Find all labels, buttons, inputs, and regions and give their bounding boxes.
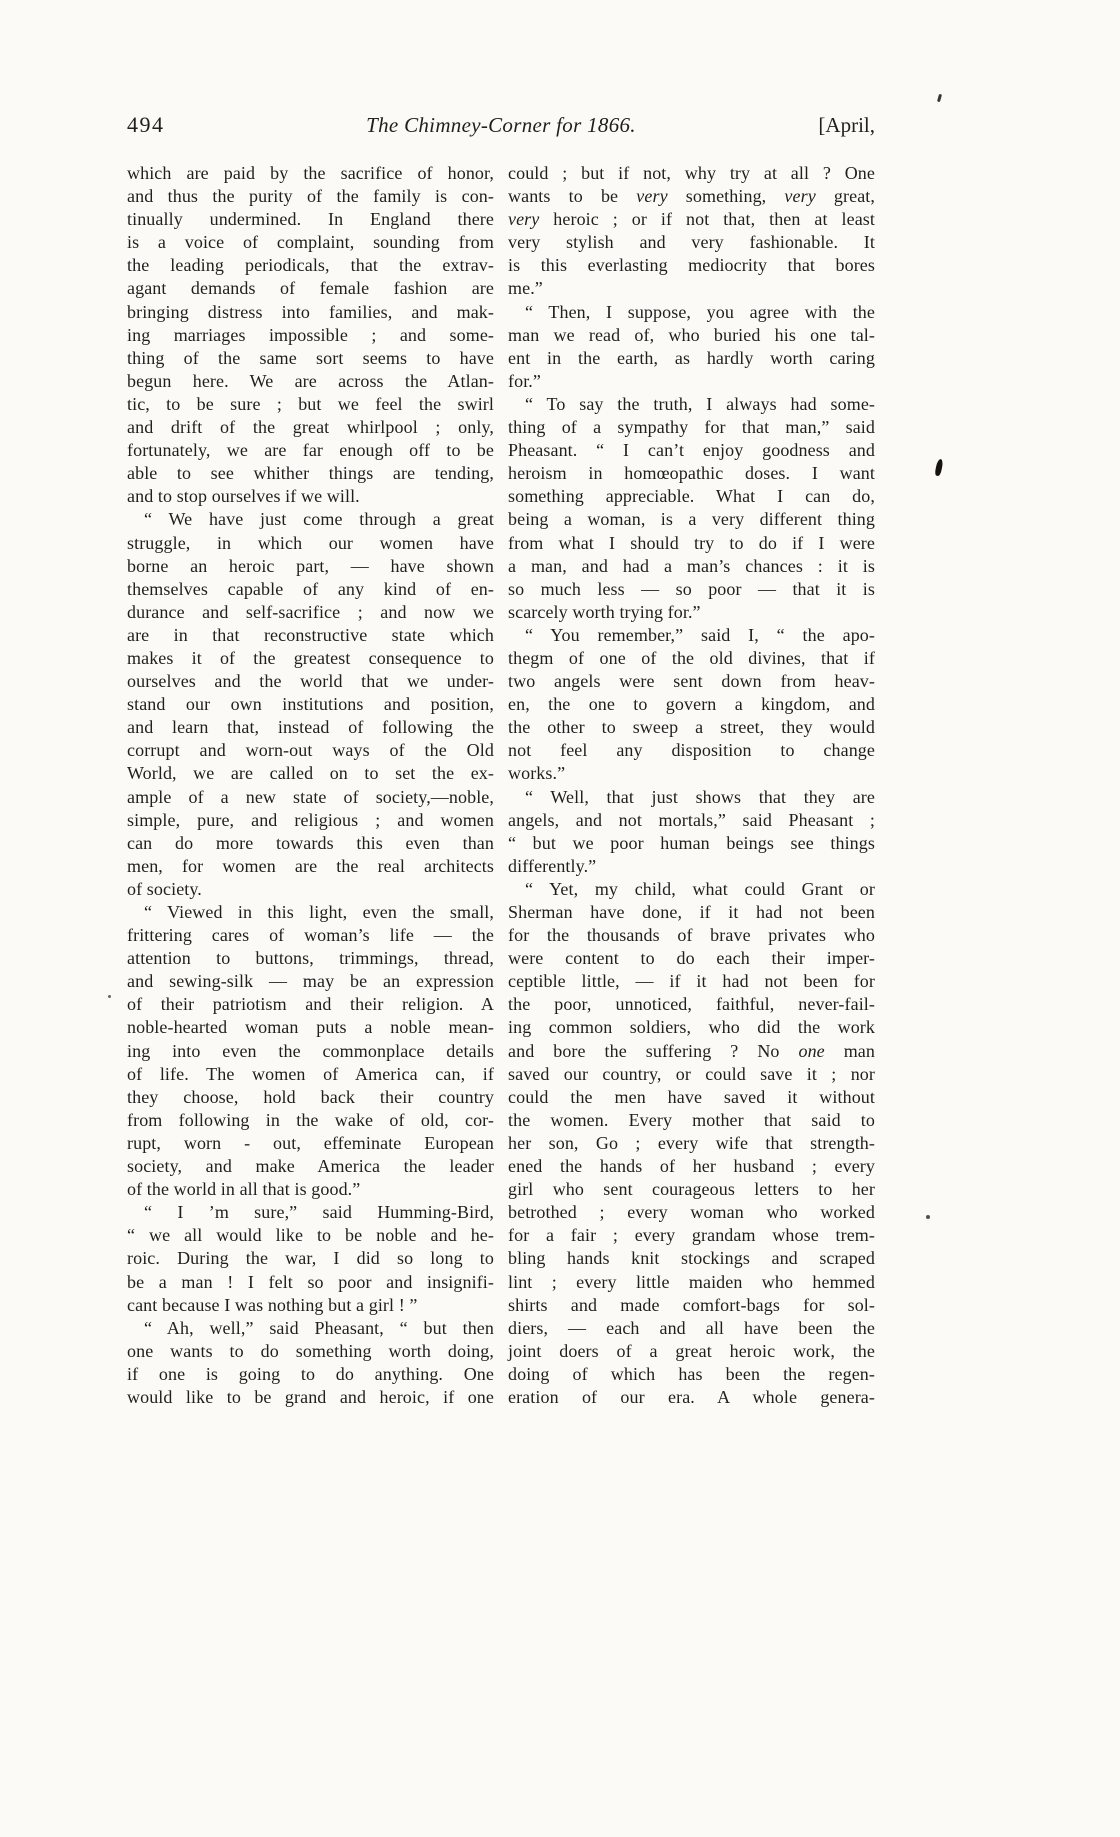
text-line: is a voice of complaint, sounding from — [127, 232, 494, 253]
text-line: diers, — each and all have been the — [508, 1317, 875, 1338]
text-line: durance and self-sacrifice ; and now we — [127, 601, 494, 622]
text-line: for.” — [508, 370, 541, 391]
text-line: “ Well, that just shows that they are — [525, 786, 875, 807]
text-columns — [127, 162, 875, 1409]
text-line: “ You remember,” said I, “ the apo- — [525, 624, 875, 645]
text-line: able to see whither things are tending, — [127, 463, 494, 484]
text-line: very stylish and very fashionable. It — [508, 232, 875, 253]
text-line: frittering cares of woman’s life — the — [127, 925, 494, 946]
text-line: ing marriages impossible ; and some- — [127, 324, 494, 345]
text-line: “ To say the truth, I always had some- — [525, 393, 875, 414]
text-line: attention to buttons, trimmings, thread, — [127, 948, 494, 969]
text-line: World, we are called on to set the ex- — [127, 763, 494, 784]
text-line: ened the hands of her husband ; every — [508, 1156, 875, 1177]
text-line: corrupt and worn-out ways of the Old — [127, 740, 494, 761]
text-line: ent in the earth, as hardly worth caring — [508, 347, 875, 368]
text-line: Sherman have done, if it had not been — [508, 902, 875, 922]
text-line: so much less — so poor — that it is — [508, 578, 875, 599]
text-line: “ we all would like to be noble and he- — [127, 1225, 494, 1246]
text-line: themselves capable of any kind of en- — [127, 578, 494, 599]
text-line: scarcely worth trying for.” — [508, 601, 701, 622]
text-line: “ but we poor human beings see things — [508, 832, 875, 853]
text-line: ceptible little, — if it had not been for — [508, 971, 875, 992]
text-line: girl who sent courageous letters to her — [508, 1179, 875, 1200]
text-line: begun here. We are across the Atlan- — [127, 370, 494, 391]
running-head — [127, 112, 875, 138]
text-line: the women. Every mother that said to — [508, 1109, 875, 1130]
text-line: works.” — [508, 763, 566, 784]
ink-speck-right-artifact — [926, 1215, 930, 1219]
text-line: roic. During the war, I did so long to — [127, 1248, 494, 1269]
text-line: could ; but if not, why try at all ? One — [508, 163, 875, 183]
text-line: be a man ! I felt so poor and insignifi- — [127, 1271, 494, 1292]
text-line: are in that reconstructive state which — [127, 624, 494, 645]
left-column — [127, 162, 494, 1409]
text-line: differently.” — [508, 855, 597, 876]
text-line: ing common soldiers, who did the work — [508, 1017, 875, 1038]
text-line: for the thousands of brave privates who — [508, 925, 875, 946]
text-line: from what I should try to do if I were — [508, 532, 875, 553]
text-line: lint ; every little maiden who hemmed — [508, 1271, 875, 1292]
text-line: rupt, worn - out, effeminate European — [127, 1132, 494, 1153]
text-line: the leading periodicals, that the extrav- — [127, 255, 494, 276]
text-line: struggle, in which our women have — [127, 532, 494, 553]
text-line: borne an heroic part, — have shown — [127, 555, 494, 576]
text-line: ample of a new state of society,—noble, — [127, 786, 494, 807]
text-line: “ Viewed in this light, even the small, — [144, 902, 494, 922]
text-line: en, the one to govern a kingdom, and — [508, 694, 875, 715]
text-line: thegm of one of the old divines, that if — [508, 647, 875, 668]
text-line: of life. The women of America can, if — [127, 1063, 494, 1084]
text-line: if one is going to do anything. One — [127, 1363, 494, 1384]
text-line: being a woman, is a very different thing — [508, 509, 875, 530]
text-line: her son, Go ; every wife that strength- — [508, 1132, 875, 1153]
text-line: can do more towards this even than — [127, 832, 494, 853]
text-line: fortunately, we are far enough off to be — [127, 440, 494, 461]
text-line: and learn that, instead of following the — [127, 717, 494, 738]
text-line: the poor, unnoticed, faithful, never-fail- — [508, 994, 875, 1015]
text-line: me.” — [508, 278, 543, 299]
text-line: wants to be very something, very great, — [508, 186, 875, 207]
text-line: eration of our era. A whole genera- — [508, 1386, 875, 1407]
text-line: very heroic ; or if not that, then at least — [508, 209, 875, 230]
text-line: and thus the purity of the family is con- — [127, 186, 494, 207]
text-line: shirts and made comfort-bags for sol- — [508, 1294, 875, 1315]
text-line: which are paid by the sacrifice of honor, — [127, 163, 494, 183]
text-line: cant because I was nothing but a girl ! ” — [127, 1294, 418, 1315]
text-line: angels, and not mortals,” said Pheasant ; — [508, 809, 875, 830]
text-line: saved our country, or could save it ; nor — [508, 1063, 875, 1084]
text-line: two angels were sent down from heav- — [508, 671, 875, 692]
text-line: the other to sweep a street, they would — [508, 717, 875, 738]
journal-title: The Chimney-Corner for 1866. — [366, 113, 636, 137]
text-line: “ Yet, my child, what could Grant or — [525, 878, 875, 899]
issue-date: [April, — [818, 113, 875, 137]
text-line: from following in the wake of old, cor- — [127, 1109, 494, 1130]
text-line: and drift of the great whirlpool ; only, — [127, 417, 494, 438]
text-line: they choose, hold back their country — [127, 1086, 494, 1107]
page-number: 494 — [127, 112, 165, 137]
text-line: and bore the suffering ? No one man — [508, 1040, 875, 1061]
text-line: heroism in homœopathic doses. I want — [508, 463, 875, 484]
text-line: a man, and had a man’s chances : it is — [508, 555, 875, 576]
text-line: stand our own institutions and position, — [127, 694, 494, 715]
text-line: for a fair ; every grandam whose trem- — [508, 1225, 875, 1246]
text-line: is this everlasting mediocrity that bores — [508, 255, 875, 276]
text-line: Pheasant. “ I can’t enjoy goodness and — [508, 440, 875, 461]
text-line: of society. — [127, 878, 202, 899]
page-content — [127, 112, 875, 1409]
text-line: “ Ah, well,” said Pheasant, “ but then — [144, 1317, 494, 1338]
text-line: thing of the same sort seems to have — [127, 347, 494, 368]
text-line: “ Then, I suppose, you agree with the — [525, 301, 875, 322]
text-line: thing of a sympathy for that man,” said — [508, 417, 875, 438]
text-line: tinually undermined. In England there — [127, 209, 494, 230]
ink-speck-left-artifact — [108, 995, 111, 998]
text-line: simple, pure, and religious ; and women — [127, 809, 494, 830]
ink-mark-artifact — [934, 459, 943, 477]
text-line: doing of which has been the regen- — [508, 1363, 875, 1384]
text-line: agant demands of female fashion are — [127, 278, 494, 299]
text-line: “ We have just come through a great — [144, 509, 494, 530]
ink-tick-artifact — [937, 94, 942, 103]
text-line: and sewing-silk — may be an expression — [127, 971, 494, 992]
text-line: joint doers of a great heroic work, the — [508, 1340, 875, 1361]
text-line: betrothed ; every woman who worked — [508, 1202, 875, 1223]
text-line: of the world in all that is good.” — [127, 1179, 361, 1200]
text-line: society, and make America the leader — [127, 1156, 494, 1177]
text-line: one wants to do something worth doing, — [127, 1340, 494, 1361]
text-line: not feel any disposition to change — [508, 740, 875, 761]
text-line: tic, to be sure ; but we feel the swirl — [127, 393, 494, 414]
text-line: would like to be grand and heroic, if one — [127, 1386, 494, 1407]
text-line: makes it of the greatest consequence to — [127, 647, 494, 668]
text-line: “ I ’m sure,” said Humming-Bird, — [144, 1202, 494, 1223]
text-line: noble-hearted woman puts a noble mean- — [127, 1017, 494, 1038]
text-line: of their patriotism and their religion. A — [127, 994, 494, 1015]
text-line: bling hands knit stockings and scraped — [508, 1248, 875, 1269]
text-line: ourselves and the world that we under- — [127, 671, 494, 692]
text-line: man we read of, who buried his one tal- — [508, 324, 875, 345]
text-line: men, for women are the real architects — [127, 855, 494, 876]
text-line: were content to do each their imper- — [508, 948, 875, 969]
text-line: bringing distress into families, and mak- — [127, 301, 494, 322]
text-line: something appreciable. What I can do, — [508, 486, 875, 507]
text-line: and to stop ourselves if we will. — [127, 486, 360, 507]
right-column — [508, 162, 875, 1409]
text-line: ing into even the commonplace details — [127, 1040, 494, 1061]
text-line: could the men have saved it without — [508, 1086, 875, 1107]
